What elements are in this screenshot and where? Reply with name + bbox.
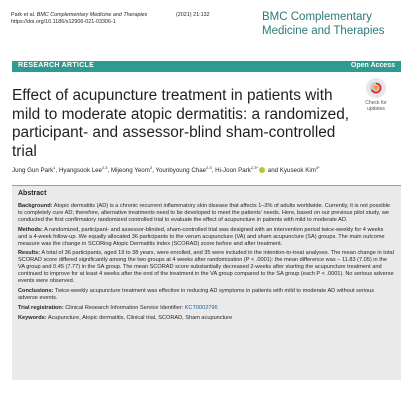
author-affiliation: 2,3* <box>250 165 259 170</box>
abstract-conclusions: Conclusions: Twice-weekly acupuncture treatment was effective in reducing AD symptoms in patients with mild to moderate AD without serious adverse events. <box>18 287 375 301</box>
article-title: Effect of acupuncture treatment in patients with mild to moderate atopic dermatitis: a randomized, participant- and assessor-blind sham-controlled trial <box>12 87 350 160</box>
abstract-heading: Abstract <box>18 190 47 197</box>
abstract-background: Background: Atopic dermatitis (AD) is a chronic recurrent inflammatory skin disease that affects 1–3% of adults worldwide. Currently, it is not possible to completely cure AD; therefore, alternative treatments need to be developed to meet the patients' needs. Here, based on our previous pilot study, we conducted the first confirmatory randomized controlled trial to evaluate the effect of acupuncture in patients with mild to moderate AD. <box>18 203 390 223</box>
orcid-icon[interactable] <box>259 167 265 173</box>
author-name[interactable]: Younbyoung Chae <box>155 167 207 175</box>
author-affiliation: 2,3 <box>206 165 212 170</box>
author-list: Jung Gun Park$^1$, Hyangsook Lee$^{2,3}$, Mijeong Yeom$^3$, Younbyoung Chae$^{2,3}$, Hi-Joon Park$^{2,3*}$ and Kyuseok Kim$^{4*}$ <box>12 165 320 175</box>
abstract-body <box>18 203 394 325</box>
citation-journal: BMC Complementary Medicine and Therapies <box>36 12 148 18</box>
check-for-updates-button[interactable] <box>360 78 392 112</box>
author-name[interactable]: Kyuseok Kim <box>279 167 316 175</box>
citation-header <box>11 12 147 26</box>
doi-link[interactable]: https://doi.org/10.1186/s12906-021-03306-1 <box>11 19 116 25</box>
article-type-label: RESEARCH ARTICLE <box>18 62 95 69</box>
citation-year-pages: (2021) 21:132 <box>176 12 210 18</box>
author-name[interactable]: Jung Gun Park <box>12 167 54 175</box>
abstract-results: Results: A total of 36 participants, aged 19 to 38 years, were enrolled, and 35 were included in the intention-to-treat analyses. The mean change in total SCORAD score differed significantly among the two groups at 4 weeks after randomization (P < .0001): the mean difference was − 11.83 (7.05) in the VA group and 0.45 (7.77) in the SA group. The mean SCORAD score substantially decreased 2-weeks after starting the acupuncture treatment and continued to improve for at least 4 weeks after the end of the treatment in the VA group compared to the SA group (each P < .0001). No serious adverse events were observed. <box>18 250 394 285</box>
author-affiliation: 1 <box>53 165 56 170</box>
journal-brand <box>262 10 385 38</box>
open-access-label: Open Access <box>350 62 395 69</box>
author-affiliation: 4* <box>315 165 320 170</box>
brand-line-2: Medicine and Therapies <box>262 25 385 37</box>
abstract-keywords: Keywords: Acupuncture, Atopic dermatitis, Clinical trial, SCORAD, Sham acupuncture <box>18 314 233 321</box>
abstract-methods: Methods: A randomized, participant- and assessor-blinded, sham-controlled trial was designed with an intervention period twice-weekly for 4 weeks and a 4-week follow-up. We equally allocated 36 participants to the verum acupuncture (VA) and sham acupuncture (SA) groups. The main outcome measure was the change in SCORing Atopic Dermatitis index (SCORAD) score before and after treatment. <box>18 226 385 247</box>
author-name[interactable]: Hi-Joon Park <box>215 167 251 175</box>
abstract-registration: Trial registration: Clinical Research Information Service Identifier: KCT0002796 <box>18 304 218 311</box>
check-for-updates-label: Check for updates <box>365 100 387 112</box>
brand-line-1: BMC Complementary <box>262 11 372 23</box>
abstract-box <box>12 185 401 380</box>
author-affiliation: 2,3 <box>101 165 108 170</box>
check-for-updates-icon <box>366 78 386 98</box>
citation-prefix: Park et al. <box>11 12 37 18</box>
author-affiliation: 3 <box>149 165 153 170</box>
registration-link[interactable]: KCT0002796 <box>184 304 218 311</box>
article-banner <box>12 61 401 72</box>
author-name[interactable]: Hyangsook Lee <box>58 167 102 175</box>
author-name[interactable]: Mijeong Yeom <box>110 167 150 175</box>
